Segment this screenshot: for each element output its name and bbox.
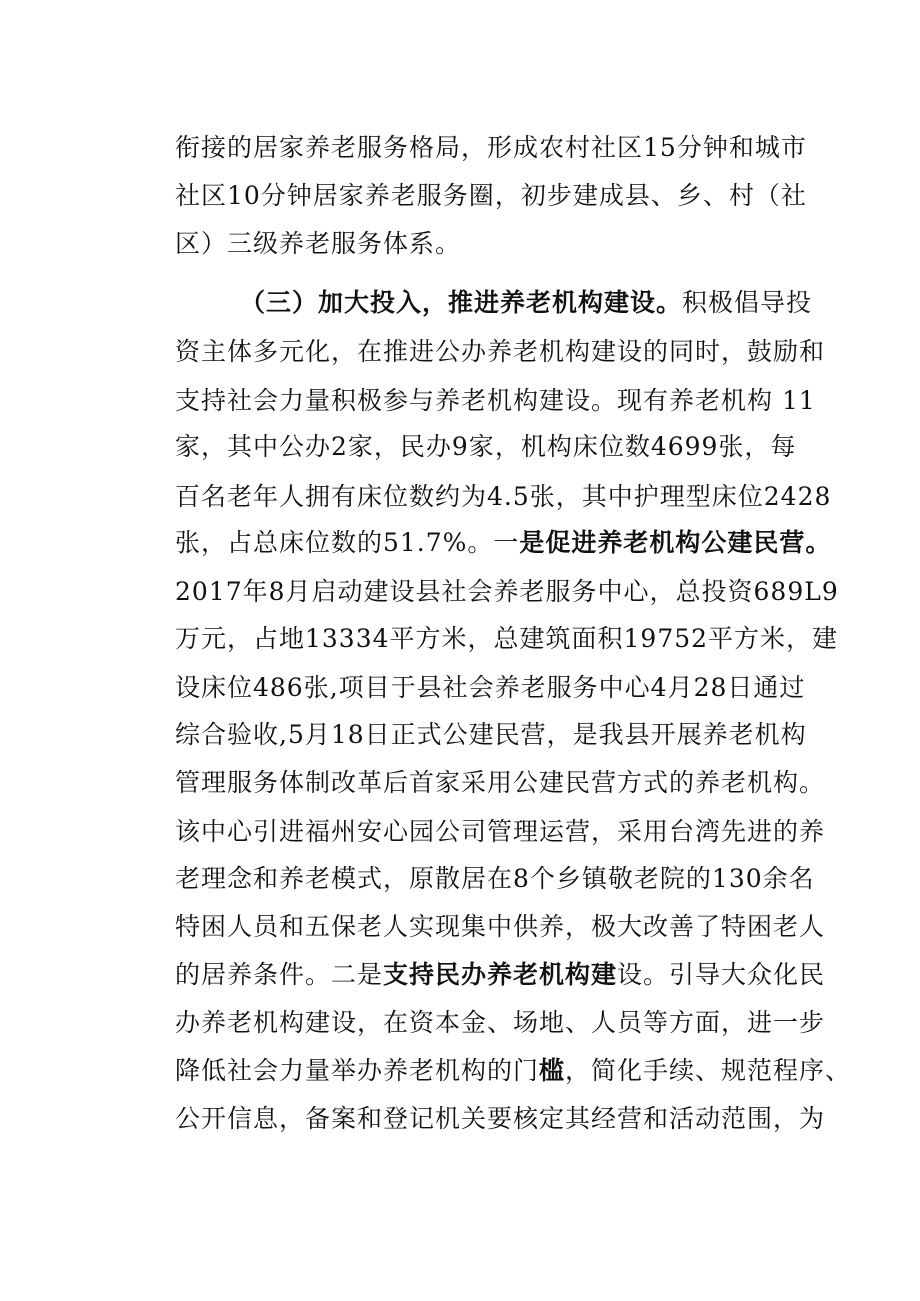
text-line-3 <box>175 228 755 260</box>
text-line-10 <box>175 576 839 608</box>
text-run: 衔接的居家养老服务格局，形成农村社区15分钟和城市 <box>175 133 807 162</box>
text-line-6 <box>175 385 816 417</box>
text-line-20 <box>175 1055 852 1087</box>
text-run: 2017年8月启动建设县社会养老服务中心，总投资689L9 <box>175 577 839 606</box>
bold-phrase: 槛 <box>539 1056 566 1085</box>
text-line-12 <box>175 672 806 704</box>
text-line-16 <box>175 863 815 895</box>
text-run: ，简化手续、规范程序、 <box>565 1056 852 1085</box>
text-line-17 <box>175 911 826 943</box>
text-line-8 <box>175 481 832 513</box>
text-run: 万元，占地13334平方米，总建筑面积19752平方米，建 <box>175 624 839 653</box>
text-line-7 <box>175 431 797 463</box>
text-line-5 <box>175 336 826 368</box>
text-run: 设。引导大众化民 <box>617 960 826 989</box>
text-line-1 <box>175 132 807 164</box>
text-run: 家，其中公办2家，民办9家，机构床位数4699张，每 <box>175 432 797 461</box>
text-line-9 <box>175 527 832 559</box>
text-run: 公开信息，备案和登记机关要核定其经营和活动范围，为 <box>175 1104 826 1133</box>
text-run: 综合验收,5月18日正式公建民营，是我县开展养老机构 <box>175 720 807 749</box>
text-run: 支持社会力量积极参与养老机构建设。现有养老机构 11 <box>175 386 816 415</box>
text-line-13 <box>175 719 807 751</box>
text-line-15 <box>175 816 826 848</box>
text-run: 社区10分钟居家养老服务圈，初步建成县、乡、村（社 <box>175 181 807 210</box>
text-line-2 <box>175 180 807 212</box>
text-line-11 <box>175 623 839 655</box>
text-run: 办养老机构建设，在资本金、场地、人员等方面，进一步 <box>175 1008 826 1037</box>
text-run: 张，占总床位数的51.7%。一 <box>175 528 520 557</box>
bold-phrase: 支持民办养老机构建 <box>383 960 618 989</box>
text-run: 该中心引进福州安心园公司管理运营，采用台湾先进的养 <box>175 817 826 846</box>
text-run: 的居养条件。二是 <box>175 960 384 989</box>
text-run: 管理服务体制改革后首家采用公建民营方式的养老机构。 <box>175 768 826 797</box>
text-run: 区）三级养老服务体系。 <box>175 229 462 258</box>
text-run: 积极倡导投 <box>682 288 813 317</box>
text-line-19 <box>175 1007 826 1039</box>
text-line-14 <box>175 767 826 799</box>
text-run: 老理念和养老模式，原散居在8个乡镇敬老院的130余名 <box>175 864 815 893</box>
text-run: 资主体多元化，在推进公办养老机构建设的同时，鼓励和 <box>175 337 826 366</box>
section-heading: （三）加大投入，推进养老机构建设。 <box>240 288 683 317</box>
text-run: 百名老年人拥有床位数约为4.5张，其中护理型床位2428 <box>175 482 832 511</box>
text-run: 降低社会力量举办养老机构的门 <box>175 1056 540 1085</box>
text-line-21 <box>175 1103 826 1135</box>
text-line-18 <box>175 959 826 991</box>
text-run: 设床位486张,项目于县社会养老服务中心4月28日通过 <box>175 673 806 702</box>
text-run: 特困人员和五保老人实现集中供养，极大改善了特困老人 <box>175 912 826 941</box>
bold-phrase: 是促进养老机构公建民营。 <box>519 528 832 557</box>
section-heading-line <box>240 287 813 319</box>
